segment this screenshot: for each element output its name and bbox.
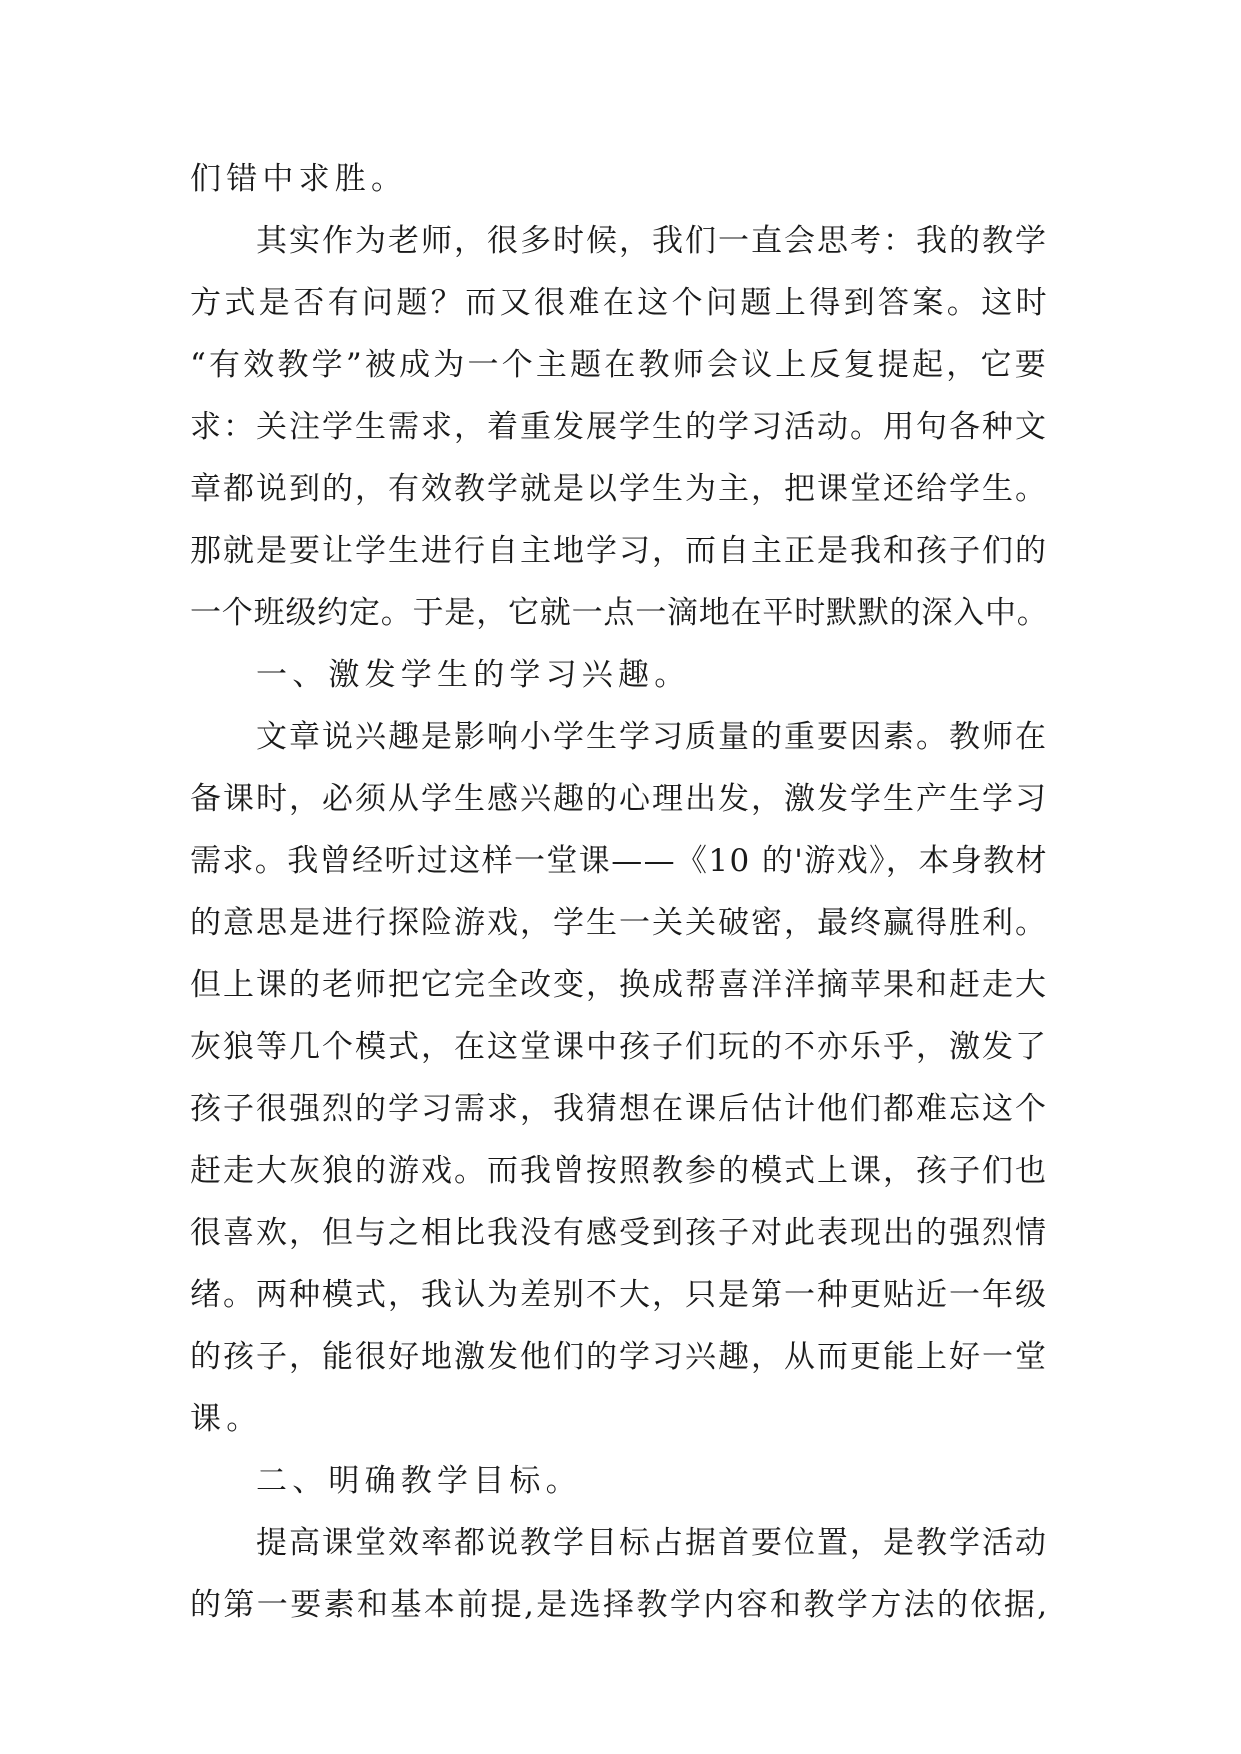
text-line: 需求。我曾经听过这样一堂课——《10 的'游戏》，本身教材 <box>190 843 1048 879</box>
text-line: 章都说到的，有效教学就是以学生为主，把课堂还给学生。 <box>190 471 1048 507</box>
text-line: 其实作为老师，很多时候，我们一直会思考：我的教学 <box>256 223 1048 259</box>
text-line: 文章说兴趣是影响小学生学习质量的重要因素。教师在 <box>256 719 1048 755</box>
text-line: 的意思是进行探险游戏，学生一关关破密，最终赢得胜利。 <box>190 905 1048 941</box>
text-line: 们错中求胜。 <box>190 161 408 197</box>
text-line: 课。 <box>190 1401 263 1437</box>
text-line: “有效教学”被成为一个主题在教师会议上反复提起，它要 <box>190 347 1049 383</box>
document-page <box>190 148 1052 1636</box>
text-line: 的第一要素和基本前提,是选择教学内容和教学方法的依据, <box>190 1587 1050 1623</box>
text-line: 赶走大灰狼的游戏。而我曾按照教参的模式上课，孩子们也 <box>190 1153 1048 1189</box>
section-heading: 二、明确教学目标。 <box>256 1463 582 1499</box>
text-line: 但上课的老师把它完全改变，换成帮喜洋洋摘苹果和赶走大 <box>190 967 1048 1003</box>
text-line: 一个班级约定。于是，它就一点一滴地在平时默默的深入中。 <box>190 595 1049 631</box>
text-line: 灰狼等几个模式，在这堂课中孩子们玩的不亦乐乎，激发了 <box>190 1029 1048 1065</box>
text-line: 绪。两种模式，我认为差别不大，只是第一种更贴近一年级 <box>190 1277 1048 1313</box>
section-heading: 一、激发学生的学习兴趣。 <box>256 657 691 693</box>
text-line: 备课时，必须从学生感兴趣的心理出发，激发学生产生学习 <box>190 781 1048 817</box>
text-line: 很喜欢，但与之相比我没有感受到孩子对此表现出的强烈情 <box>190 1215 1048 1251</box>
text-line: 那就是要让学生进行自主地学习，而自主正是我和孩子们的 <box>190 533 1048 569</box>
text-line: 求：关注学生需求，着重发展学生的学习活动。用句各种文 <box>190 409 1048 445</box>
text-line: 的孩子，能很好地激发他们的学习兴趣，从而更能上好一堂 <box>190 1339 1048 1375</box>
text-line: 方式是否有问题？而又很难在这个问题上得到答案。这时 <box>190 285 1050 321</box>
text-line: 提高课堂效率都说教学目标占据首要位置，是教学活动 <box>256 1525 1048 1561</box>
text-line: 孩子很强烈的学习需求，我猜想在课后估计他们都难忘这个 <box>190 1091 1048 1127</box>
